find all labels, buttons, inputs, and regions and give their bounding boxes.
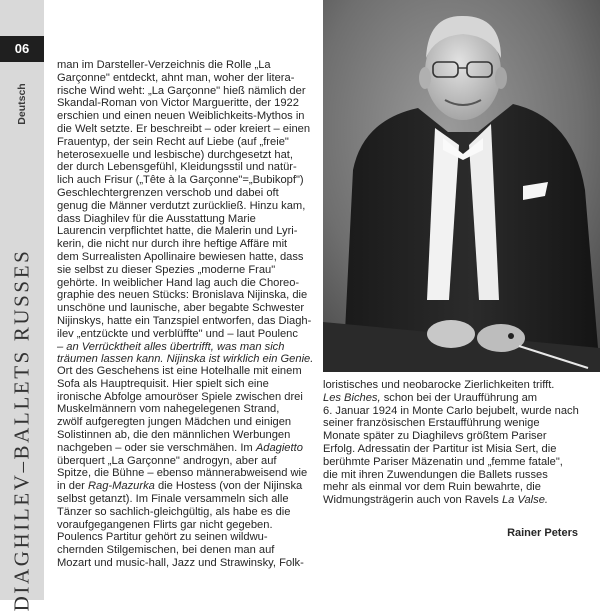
text-line: Ort des Geschehens ist eine Hotelhalle mit einem xyxy=(57,365,302,377)
text-line: chernden Stilgemischen, bei denen man auf xyxy=(57,544,275,557)
text-line: mehr als einmal vor dem Ruin bewahrte, die xyxy=(323,481,541,494)
text-line: man im Darsteller-Verzeichnis die Rolle „La xyxy=(57,59,271,71)
text-line: Tänzer so sachlich-gleichgültig, als habe es die xyxy=(57,505,291,518)
text-line: Sofa als Hauptrequisit. Hier spielt sich eine xyxy=(57,377,269,390)
text-line: genug die Männer verdutzt zurückließ. Hinzu kam, xyxy=(57,199,306,212)
work-title: Adagietto xyxy=(255,441,303,454)
page-number: 06 xyxy=(0,36,44,62)
text-line: voraufgegangenen Flirts gar nicht gegeben. xyxy=(57,518,273,531)
text-line: dem Surrealisten Apollinaire bewiesen hatte, dass xyxy=(57,250,304,263)
text-line: zwölf aufgeregten jungen Mädchen und einigen xyxy=(57,416,292,429)
text-line: sie selbst zu dieser Spezies „moderne Frau" xyxy=(57,263,276,276)
work-title: Rag-Mazurka xyxy=(87,480,155,493)
text-line: Spitze, die Bühne – ebenso männerabweisend wie xyxy=(57,467,308,480)
text-line xyxy=(323,494,585,507)
text-line: ironische Abfolge amouröser Spiele zwischen drei xyxy=(57,390,303,403)
conductor-portrait-illustration xyxy=(323,0,600,372)
text-line: Frauentyp, der sein Recht auf Liebe (auf „freie" xyxy=(57,135,289,148)
article-column-bottom xyxy=(57,365,312,570)
text-line: gehörte. In weiblicher Hand lag auch die Choreo- xyxy=(57,276,300,289)
text-line: Laurencin verpflichtet hatte, die Malerin und Lyri- xyxy=(57,225,298,238)
text-line xyxy=(57,442,312,455)
work-title: La Valse. xyxy=(501,494,549,507)
text-line: Mozart und music-hall, Jazz und Strawinsky, Folk- xyxy=(57,556,304,569)
text-line: Garçonne" entdeckt, ahnt man, woher der litera- xyxy=(57,71,295,84)
text-line xyxy=(57,480,312,493)
article-paragraph-2 xyxy=(57,365,312,570)
language-label: Deutsch xyxy=(16,83,28,125)
article-column-top xyxy=(57,59,312,366)
text-line: Skandal-Roman von Victor Margueritte, der 1922 xyxy=(57,97,299,110)
article-column-right xyxy=(323,379,585,507)
text-line: Nijinskys, hatte ein Tanzspiel entworfen, das Diagh- xyxy=(57,314,312,327)
text-line: erschien und einen neuen Weiblichkeits-Mythos in xyxy=(57,110,305,123)
text-line: – an Verrücktheit alles übertrifft, was man sich xyxy=(57,340,285,353)
text-run: in der xyxy=(57,480,85,493)
text-line: ilev „entzückte und verblüffte" und – laut Poulenc xyxy=(57,327,298,340)
text-line: berühmte Pariser Mäzenatin und „femme fatale", xyxy=(323,455,563,468)
text-line: Poulencs Partitur gehört zu seinen wildwu- xyxy=(57,531,268,544)
article-paragraph-3 xyxy=(323,379,585,507)
text-run: schon bei der Uraufführung am xyxy=(383,391,538,404)
text-run: Widmungsträgerin auch von Ravels xyxy=(323,494,499,507)
text-line xyxy=(323,392,585,405)
text-line: die Welt setzte. Er beschreibt – oder kreiert – einen xyxy=(57,122,311,135)
work-title: Les Biches, xyxy=(323,391,381,404)
poulenc-quote xyxy=(57,341,312,367)
text-line: kerin, die nicht nur durch ihre heftige Affäre mit xyxy=(57,238,288,251)
text-line: Solistinnen ab, die den männlichen Werbungen xyxy=(57,428,291,441)
conductor-photo xyxy=(323,0,600,372)
text-line: unschöne und launische, aber begabte Schwester xyxy=(57,302,305,315)
text-line: loristisches und neobarocke Zierlichkeiten trifft. xyxy=(323,379,555,391)
text-line: überquert „La Garçonne" androgyn, aber auf xyxy=(57,454,277,467)
text-line: Muskelmännern vom nahegelegenen Strand, xyxy=(57,403,280,416)
text-run: nachgeben – oder sie verschmähen. Im xyxy=(57,441,253,454)
text-line: lich auch Frisur („Tête à la Garçonne"=„Bubikopf") xyxy=(57,174,304,187)
text-line: die mit ihren Zuwendungen die Ballets russes xyxy=(323,468,548,481)
article-paragraph-1 xyxy=(57,59,312,341)
text-line: seiner französischen Erstaufführung wenige xyxy=(323,417,540,430)
text-line: dass Diaghilev für die Ausstattung Marie xyxy=(57,212,256,225)
text-line: selbst getanzt). Im Finale versammeln sich alle xyxy=(57,492,289,505)
text-line: rische Wind weht: „La Garçonne" hieß nämlich der xyxy=(57,84,306,97)
text-line: Geschlechtergrenzen verschob und dabei oft xyxy=(57,186,279,199)
sidebar xyxy=(0,0,44,611)
text-line: der durch Lebensgefühl, Kleidungsstil und natür- xyxy=(57,161,297,174)
text-line: heterosexuelle und lesbische) durchgesetzt hat, xyxy=(57,148,293,161)
text-line: Monate später zu Diaghilevs größtem Pariser xyxy=(323,430,547,443)
text-run: die Hostess (von der Nijinska xyxy=(157,480,303,493)
text-line: 6. Januar 1924 in Monte Carlo bejubelt, wurde nach xyxy=(323,404,579,417)
text-line: träumen lassen kann. Nijinska ist wirklich ein Genie. xyxy=(57,353,314,366)
author-name: Rainer Peters xyxy=(507,527,578,539)
text-line: graphie des neuen Stücks: Bronislava Nijinska, die xyxy=(57,289,308,302)
text-line: Erfolg. Adressatin der Partitur ist Misia Sert, die xyxy=(323,442,557,455)
series-title: DIAGHILEV–BALLETS RUSSES xyxy=(9,248,34,611)
